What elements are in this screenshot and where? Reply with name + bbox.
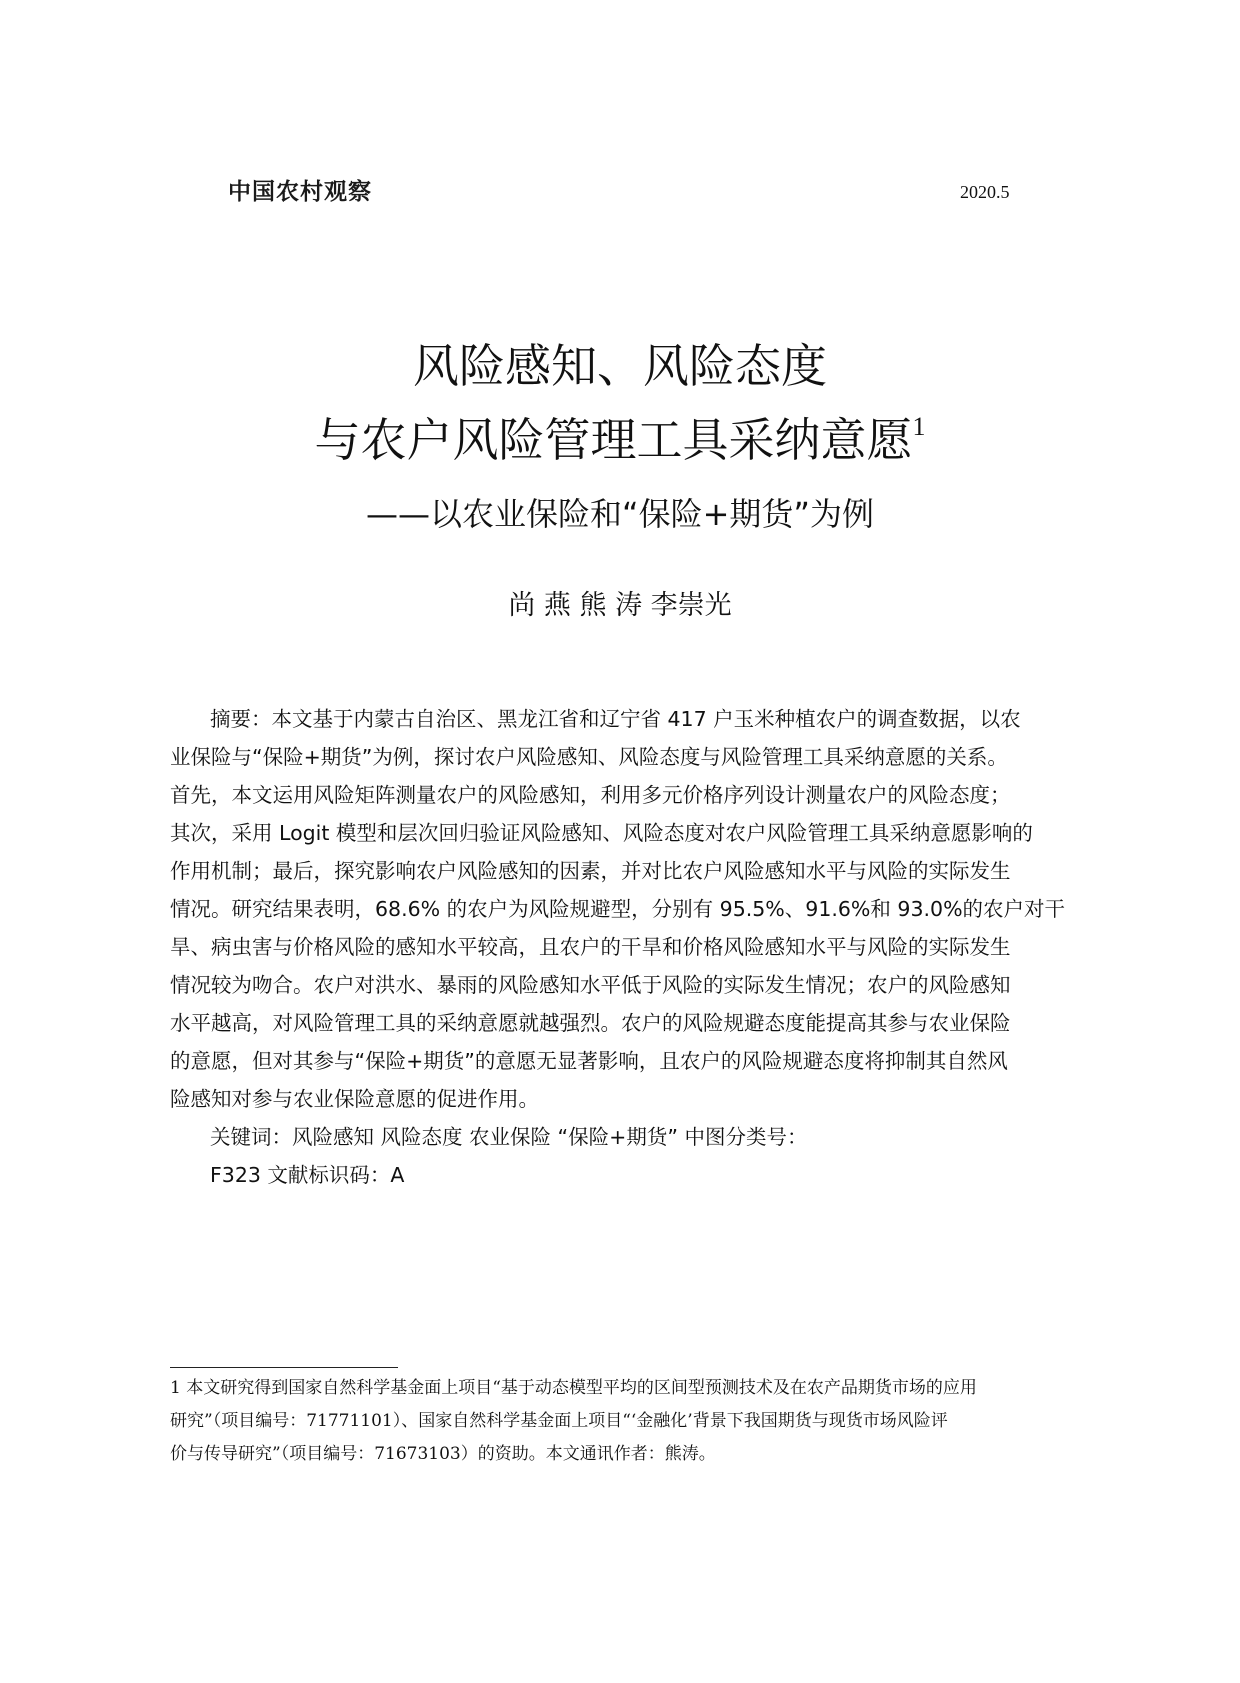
- issue-number: 2020.5: [960, 182, 1010, 202]
- abstract-line: 水平越高，对风险管理工具的采纳意愿就越强烈。农户的风险规避态度能提高其参与农业保险: [170, 1011, 1011, 1035]
- title-line-2: [0, 412, 1240, 467]
- footnote-line: 研究”（项目编号：71771101）、国家自然科学基金面上项目“‘金融化’背景下我国期货与现货市场风险评: [170, 1411, 948, 1431]
- footnote: [170, 1372, 1076, 1471]
- abstract-line: 摘要：本文基于内蒙古自治区、黑龙江省和辽宁省 417 户玉米种植农户的调查数据，以农: [210, 707, 1021, 731]
- abstract-line: 情况较为吻合。农户对洪水、暴雨的风险感知水平低于风险的实际发生情况；农户的风险感知: [170, 973, 1011, 997]
- footnote-divider: [170, 1367, 398, 1368]
- abstract-line: 旱、病虫害与价格风险的感知水平较高，且农户的干旱和价格风险感知水平与风险的实际发生: [170, 935, 1011, 959]
- keywords: 关键词：风险感知 风险态度 农业保险 “保险+期货” 中图分类号：: [210, 1125, 808, 1149]
- subtitle: ——以农业保险和“保险+期货”为例: [366, 495, 874, 533]
- footnote-line: 1 本文研究得到国家自然科学基金面上项目“基于动态模型平均的区间型预测技术及在农产品期货市场的应用: [170, 1378, 977, 1398]
- authors: 尚 燕 熊 涛 李崇光: [508, 590, 732, 621]
- title-footnote-ref[interactable]: 1: [912, 412, 926, 441]
- classification: F323 文献标识码：A: [210, 1163, 405, 1187]
- abstract-line: 情况。研究结果表明，68.6% 的农户为风险规避型，分别有 95.5%、91.6%和 93.0%的农户对干: [170, 897, 1066, 921]
- abstract-line: 作用机制；最后，探究影响农户风险感知的因素，并对比农户风险感知水平与风险的实际发生: [170, 859, 1011, 883]
- title-line-2-text: 与农户风险管理工具采纳意愿: [314, 413, 913, 467]
- footnote-line: 价与传导研究”（项目编号：71673103）的资助。本文通讯作者：熊涛。: [170, 1444, 716, 1464]
- abstract: [170, 700, 1076, 1194]
- abstract-line: 险感知对参与农业保险意愿的促进作用。: [170, 1087, 539, 1111]
- abstract-line: 其次，采用 Logit 模型和层次回归验证风险感知、风险态度对农户风险管理工具采纳意愿影响的: [170, 821, 1033, 845]
- abstract-line: 的意愿，但对其参与“保险+期货”的意愿无显著影响，且农户的风险规避态度将抑制其自然风: [170, 1049, 1008, 1073]
- abstract-line: 业保险与“保险+期货”为例，探讨农户风险感知、风险态度与风险管理工具采纳意愿的关系。: [170, 745, 1008, 769]
- title-line-1: 风险感知、风险态度: [413, 339, 827, 393]
- journal-name: 中国农村观察: [228, 179, 372, 205]
- abstract-line: 首先，本文运用风险矩阵测量农户的风险感知，利用多元价格序列设计测量农户的风险态度；: [170, 783, 1011, 807]
